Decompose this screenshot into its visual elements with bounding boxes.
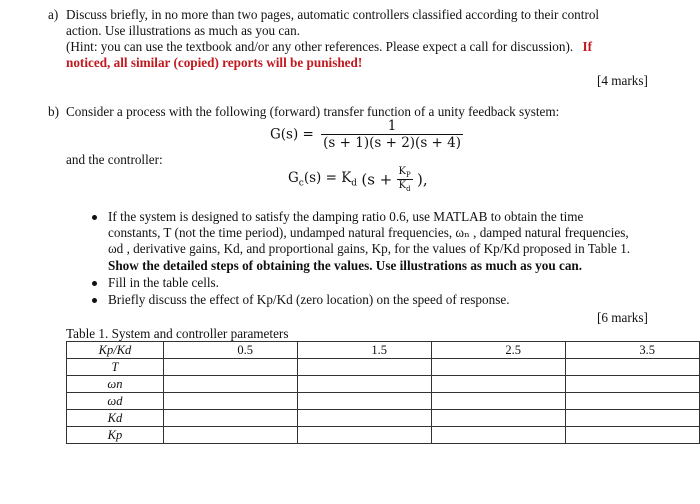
table-cell[interactable] xyxy=(297,410,431,427)
table-row xyxy=(67,359,700,376)
part-a-line1: Discuss briefly, in no more than two pages, automatic controllers classified according to their control xyxy=(66,7,600,22)
part-b-marker: b) xyxy=(48,104,59,119)
table-caption: Table 1. System and controller parameters xyxy=(66,326,289,341)
table-cell[interactable] xyxy=(431,376,565,393)
row-label-cell: Kp xyxy=(67,427,164,444)
table-row xyxy=(67,427,700,444)
g-lhs: G(s) = xyxy=(270,126,314,143)
warning-text: noticed, all similar (copied) reports will be punished! xyxy=(66,55,363,70)
controller-label: and the controller: xyxy=(66,152,163,167)
warning-start: If xyxy=(582,39,592,54)
gc-paren-close: ), xyxy=(417,170,428,189)
part-a-marker: a) xyxy=(48,7,59,22)
row-label-cell: T xyxy=(67,359,164,376)
table-header-row xyxy=(67,342,700,359)
table-row xyxy=(67,393,700,410)
g-denominator: (s + 1)(s + 2)(s + 4) xyxy=(323,135,461,151)
part-a-marks: [4 marks] xyxy=(597,73,648,88)
part-a-line2: action. Use illustrations as much as you can. xyxy=(66,23,301,38)
table-cell[interactable] xyxy=(163,393,297,410)
row-label-cell: ωn xyxy=(67,376,164,393)
table-cell[interactable] xyxy=(565,410,699,427)
gc-equation xyxy=(288,166,428,193)
bullet2: Fill in the table cells. xyxy=(108,275,219,290)
table-cell[interactable] xyxy=(565,393,699,410)
bullet1-line1: If the system is designed to satisfy the damping ratio 0.6, use MATLAB to obtain the time xyxy=(108,209,584,224)
header-label-cell: Kp/Kd xyxy=(67,342,164,359)
header-col-cell: 2.5 xyxy=(431,342,565,359)
table-cell[interactable] xyxy=(565,376,699,393)
bullet1-line4: Show the detailed steps of obtaining the values. Use illustrations as much as you can. xyxy=(108,258,583,273)
table-cell[interactable] xyxy=(431,427,565,444)
table-cell[interactable] xyxy=(163,427,297,444)
hint-text: (Hint: you can use the textbook and/or any other references. Please expect a call for discussion). xyxy=(66,39,574,54)
part-a-hint xyxy=(66,39,592,55)
table-cell[interactable] xyxy=(565,359,699,376)
parameters-table xyxy=(66,341,700,444)
table-cell[interactable] xyxy=(297,376,431,393)
header-col-cell: 3.5 xyxy=(565,342,699,359)
table-cell[interactable] xyxy=(163,359,297,376)
bullet1-line3: ωd , derivative gains, Kd, and proportional gains, Kp, for the values of Kp/Kd proposed in Table 1. xyxy=(108,241,631,256)
part-b-intro: Consider a process with the following (forward) transfer function of a unity feedback system: xyxy=(66,104,560,119)
bullet3: Briefly discuss the effect of Kp/Kd (zero location) on the speed of response. xyxy=(108,292,510,307)
table-row xyxy=(67,376,700,393)
table-cell[interactable] xyxy=(297,393,431,410)
bullet1-line2: constants, T (not the time period), undamped natural frequencies, ωₙ , damped natural frequencies, xyxy=(108,225,629,240)
table-cell[interactable] xyxy=(565,427,699,444)
gc-frac-numerator: $K_P$ xyxy=(398,166,411,179)
table-row xyxy=(67,410,700,427)
part-b-marks: [6 marks] xyxy=(597,310,648,325)
row-label-cell: ωd xyxy=(67,393,164,410)
row-label-cell: Kd xyxy=(67,410,164,427)
bullet-dot-1 xyxy=(92,215,97,220)
gc-frac-denominator: $K_d$ xyxy=(398,180,411,193)
g-equation xyxy=(270,118,463,151)
gc-lhs: $G_c(s) = K_d$ xyxy=(288,170,358,189)
table-cell[interactable] xyxy=(163,410,297,427)
bullet-dot-2 xyxy=(92,281,97,286)
header-col-cell: 0.5 xyxy=(163,342,297,359)
table-cell[interactable] xyxy=(431,393,565,410)
bullet-dot-3 xyxy=(92,298,97,303)
table-cell[interactable] xyxy=(163,376,297,393)
gc-fraction xyxy=(397,166,413,193)
table-cell[interactable] xyxy=(431,410,565,427)
g-numerator: 1 xyxy=(321,118,463,135)
gc-paren-open: (s + xyxy=(361,170,393,189)
table-cell[interactable] xyxy=(297,359,431,376)
table-cell[interactable] xyxy=(431,359,565,376)
g-fraction xyxy=(321,118,463,151)
header-col-cell: 1.5 xyxy=(297,342,431,359)
table-cell[interactable] xyxy=(297,427,431,444)
